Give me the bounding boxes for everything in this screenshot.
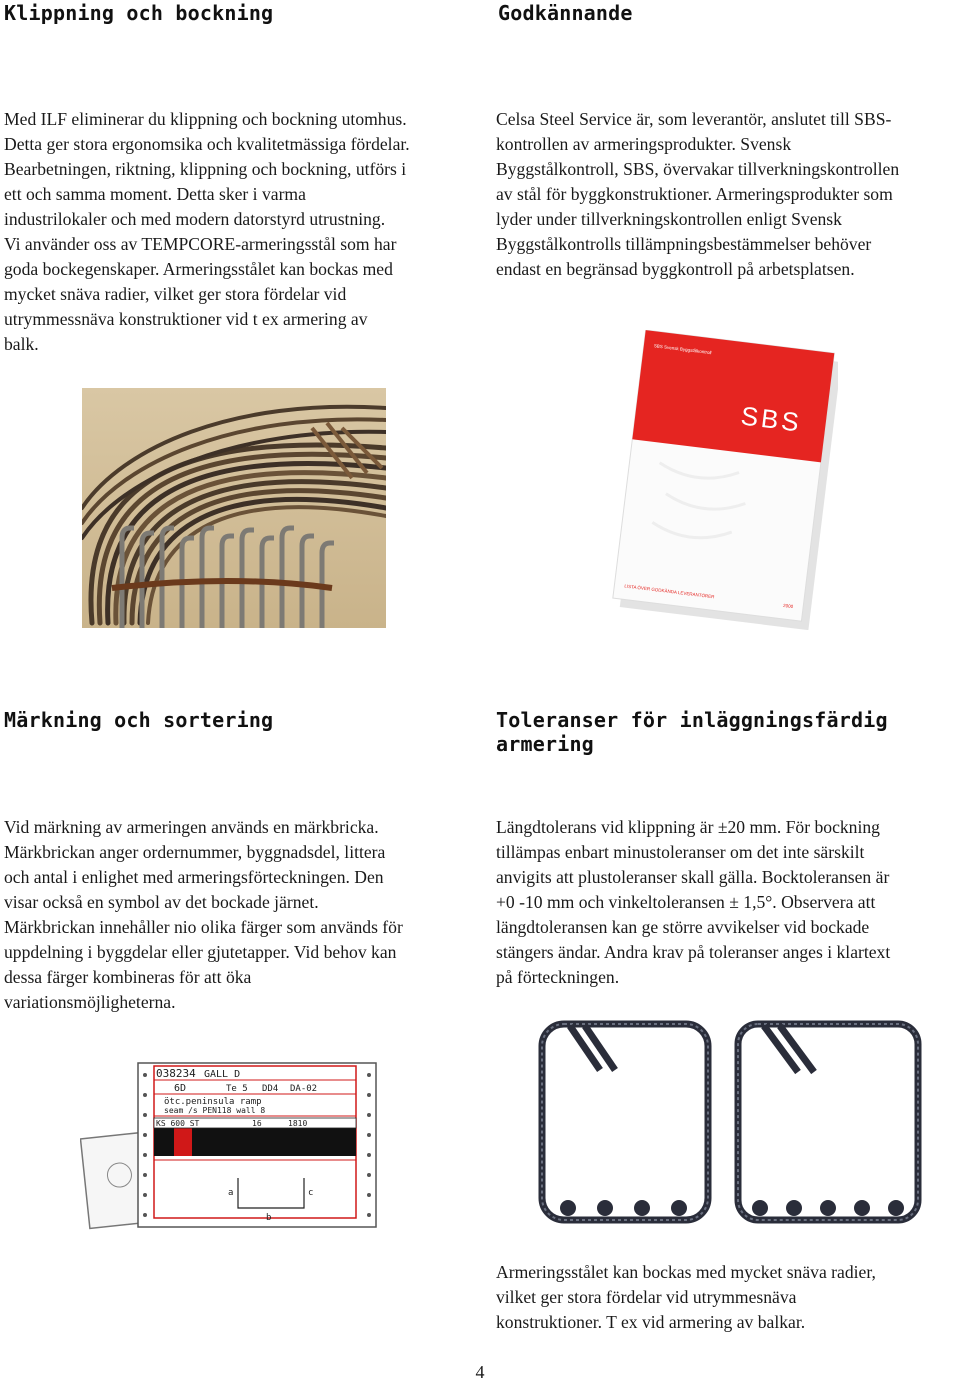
text-line: på förteckningen. — [496, 967, 620, 987]
tag-location2: seam /s PEN118 wall 8 — [164, 1106, 266, 1115]
tag-location: ötc.peninsula ramp — [164, 1097, 262, 1107]
heading-approval: Godkännande — [498, 1, 633, 25]
stirrup-diagram-left — [530, 1012, 720, 1232]
page-number: 4 — [475, 1362, 485, 1382]
text-line: lyder under tillverkningskontrollen enligt Svensk — [496, 209, 842, 229]
sbs-booklet — [598, 330, 838, 630]
sbs-logo: SBS — [739, 400, 804, 438]
text-line: och antal i enlighet med armeringsförteckningen. Den — [4, 867, 384, 887]
paragraph-approval — [496, 107, 899, 282]
tag-qty-1: 16 — [252, 1119, 262, 1128]
text-line: Detta ger stora ergonomsika och kvalitetmässiga fördelar. — [4, 134, 410, 154]
text-line: tillämpas enbart minustoleranser om det inte särskilt — [496, 842, 865, 862]
tag-row2-3: DA-02 — [290, 1084, 318, 1094]
text-line: Med ILF eliminerar du klippning och bockning utomhus. — [4, 109, 407, 129]
tag-dim-c: c — [308, 1188, 314, 1198]
text-line: goda bockegenskaper. Armeringsstålet kan bockas med — [4, 259, 393, 279]
tag-row2-0: 6D — [174, 1083, 187, 1094]
text-line: kontrollen av armeringsprodukter. Svensk — [496, 134, 792, 154]
tag-qty-0: KS 600 ST — [156, 1119, 200, 1128]
text-line: Märkbrickan anger ordernummer, byggnadsdel, littera — [4, 842, 386, 862]
tag-row2-1: Te 5 — [226, 1084, 248, 1094]
text-line: Armeringsstålet kan bockas med mycket snäva radier, — [496, 1262, 876, 1282]
text-line: Byggstålkontrolls tillämpningsbestämmelser behöver — [496, 234, 872, 254]
text-line: uppdelning i byggdelar eller gjutetapper. Vid behov kan — [4, 942, 397, 962]
text-line: dessa färger kombineras för att öka — [4, 967, 252, 987]
marking-tag — [80, 1060, 380, 1230]
text-line: variationsmöjligheterna. — [4, 992, 176, 1012]
text-line: längdtoleransen kan ge större avvikelser vid bockade — [496, 917, 870, 937]
stirrup-diagram-right — [728, 1012, 928, 1232]
text-line: Märkbrickan innehåller nio olika färger som används för — [4, 917, 403, 937]
caption-rebar-bending — [496, 1260, 876, 1335]
rebar-photo — [82, 388, 386, 628]
paragraph-tolerances — [496, 815, 890, 990]
sbs-footer: LISTA ÖVER GODKÄNDA LEVERANTÖRER — [624, 583, 715, 600]
text-line: visar också en symbol av det bockade järnet. — [4, 892, 319, 912]
paragraph-cutting — [4, 107, 410, 357]
heading-tolerances: Toleranser för inläggningsfärdig armering — [496, 708, 888, 756]
text-line: Bearbetningen, riktning, klippning och bockning, utförs i — [4, 159, 407, 179]
text-line: industrilokaler och med modern datorstyrd utrustning. — [4, 209, 386, 229]
text-line: ett och samma moment. Detta sker i varma — [4, 184, 306, 204]
tag-dim-a: a — [228, 1188, 234, 1198]
text-line: +0 -10 mm och vinkeltoleransen ± 1,5°. Observera att — [496, 892, 876, 912]
text-line: endast en begränsad byggkontroll på arbetsplatsen. — [496, 259, 855, 279]
text-line: balk. — [4, 334, 39, 354]
text-line: Vi använder oss av TEMPCORE-armeringsstål som har — [4, 234, 397, 254]
text-line: stängers ändar. Andra krav på toleranser anges i klartext — [496, 942, 891, 962]
sbs-year: 2000 — [782, 602, 794, 610]
text-line: Vid märkning av armeringen används en märkbricka. — [4, 817, 379, 837]
tag-field2: GALL D — [204, 1069, 241, 1080]
tag-dim-b: b — [266, 1213, 272, 1223]
text-line: vilket ger stora fördelar vid utrymmesnäva — [496, 1287, 797, 1307]
heading-marking: Märkning och sortering — [4, 708, 274, 732]
text-line: av stål för byggkonstruktioner. Armeringsprodukter som — [496, 184, 893, 204]
tag-row2-2: DD4 — [262, 1084, 279, 1094]
text-line: Byggstålkontroll, SBS, övervakar tillverkningskontrollen — [496, 159, 900, 179]
heading-cutting: Klippning och bockning — [4, 1, 274, 25]
text-line: Längdtolerans vid klippning är ±20 mm. För bockning — [496, 817, 880, 837]
text-line: mycket snäva radier, vilket ger stora fördelar vid — [4, 284, 347, 304]
sbs-publisher: SBS Svensk Byggstålkontroll — [653, 343, 712, 356]
text-line: konstruktioner. T ex vid armering av balkar. — [496, 1312, 806, 1332]
paragraph-marking — [4, 815, 403, 1015]
text-line: anvigits att plustoleranser skall gälla. Bocktoleransen är — [496, 867, 890, 887]
text-line: utrymmessnäva konstruktioner vid t ex armering av — [4, 309, 368, 329]
text-line: Celsa Steel Service är, som leverantör, anslutet till SBS- — [496, 109, 892, 129]
tag-order-no: 038234 — [156, 1067, 196, 1080]
tag-qty-2: 1810 — [288, 1119, 308, 1128]
